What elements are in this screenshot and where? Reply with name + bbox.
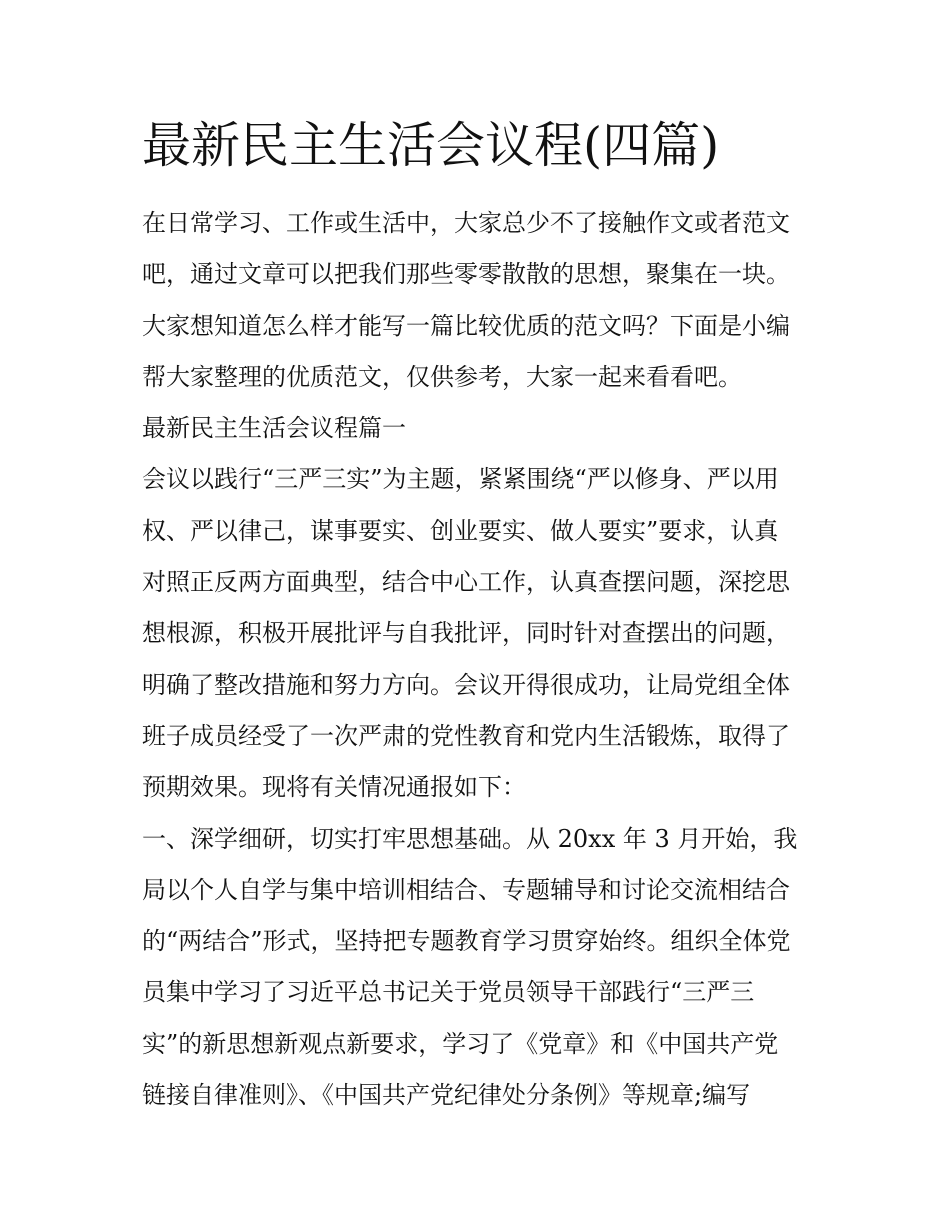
body-line: 对照正反两方面典型，结合中心工作，认真查摆问题，深挖思 bbox=[142, 568, 790, 597]
body-line: 实”的新思想新观点新要求，学习了《党章》和《中国共产党 bbox=[142, 1029, 779, 1058]
document-body bbox=[142, 198, 822, 1121]
body-line: 员集中学习了习近平总书记关于党员领导干部践行“三严三 bbox=[142, 978, 755, 1007]
body-line: 在日常学习、工作或生活中，大家总少不了接触作文或者范文 bbox=[142, 209, 790, 237]
body-line: 预期效果。现将有关情况通报如下： bbox=[142, 773, 526, 802]
body-line: 一、深学细研，切实打牢思想基础。从 20xx 年 3 月开始，我 bbox=[142, 824, 798, 853]
body-line: 的“两结合”形式，坚持把专题教育学习贯穿始终。组织全体党 bbox=[142, 927, 791, 956]
body-line: 想根源，积极开展批评与自我批评，同时针对查摆出的问题， bbox=[142, 619, 790, 648]
body-line: 帮大家整理的优质范文，仅供参考，大家一起来看看吧。 bbox=[142, 362, 742, 391]
body-line: 会议以践行“三严三实”为主题，紧紧围绕“严以修身、严以用 bbox=[142, 465, 779, 494]
body-line: 大家想知道怎么样才能写一篇比较优质的范文吗？下面是小编 bbox=[142, 311, 790, 340]
body-line: 局以个人自学与集中培训相结合、专题辅导和讨论交流相结合 bbox=[142, 875, 790, 904]
body-line: 班子成员经受了一次严肃的党性教育和党内生活锻炼，取得了 bbox=[142, 721, 790, 750]
document-title: 最新民主生活会议程(四篇) bbox=[142, 117, 720, 174]
body-line: 吧，通过文章可以把我们那些零零散散的思想，聚集在一块。 bbox=[142, 260, 790, 289]
body-line: 链接自律准则》、《中国共产党纪律处分条例》等规章;编写 bbox=[142, 1081, 751, 1110]
body-line: 明确了整改措施和努力方向。会议开得很成功，让局党组全体 bbox=[142, 670, 790, 699]
body-line: 权、严以律己，谋事要实、创业要实、做人要实”要求，认真 bbox=[142, 516, 779, 545]
section-heading: 最新民主生活会议程篇一 bbox=[142, 414, 406, 443]
